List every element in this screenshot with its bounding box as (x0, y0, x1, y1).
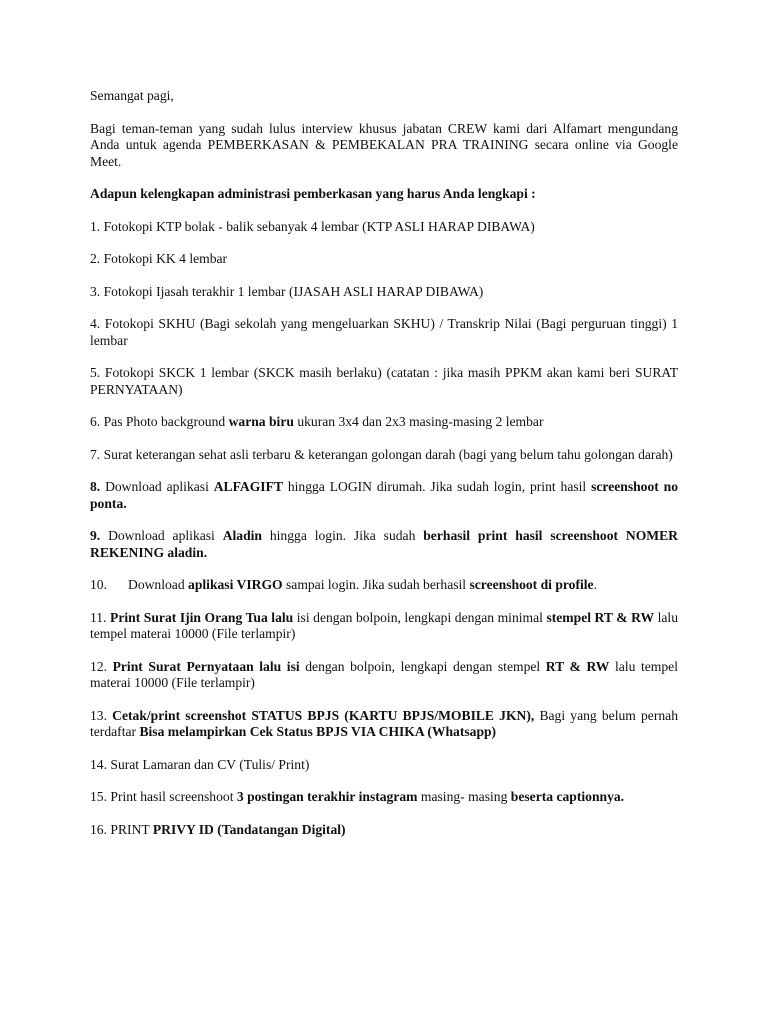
list-item-text: 10. (90, 577, 107, 592)
list-item-text: 3 postingan terakhir instagram (236, 789, 418, 804)
list-item (90, 365, 678, 398)
list-item (90, 316, 678, 349)
list-item-text: 1. Fotokopi KTP bolak - balik sebanyak 4 lembar (KTP ASLI HARAP DIBAWA) (90, 218, 535, 234)
list-item-text: hingga LOGIN dirumah. Jika sudah login, print hasil (282, 479, 592, 494)
list-item (90, 414, 678, 431)
list-item-text: Bisa melampirkan Cek Status BPJS VIA CHIKA (Whatsapp) (139, 724, 497, 739)
list-item (90, 789, 678, 806)
list-item-text: 8. (90, 479, 101, 494)
list-item (90, 577, 678, 594)
list-item-text: PRIVY ID (Tandatangan Digital) (152, 821, 346, 837)
list-item-text: 6. Pas Photo background (90, 414, 229, 429)
list-item-text: masing- masing (417, 789, 511, 804)
list-item-text: 2. Fotokopi KK 4 lembar (90, 251, 228, 266)
greeting: Semangat pagi, (90, 88, 174, 103)
list-item-text: Download (128, 577, 189, 592)
intro-paragraph: Bagi teman-teman yang sudah lulus interview khusus jabatan CREW kami dari Alfamart mengundang Anda untuk agenda PEMBERKASAN & PEMBEKALAN PRA TRAINING secara online via Google Meet. (90, 120, 678, 169)
list-item-text: 14. Surat Lamaran dan CV (Tulis/ Print) (90, 756, 310, 772)
list-item-text: beserta captionnya. (510, 789, 625, 804)
list-item-text: 16. PRINT (90, 821, 153, 837)
list-item-text: hingga login. Jika sudah (262, 528, 424, 543)
list-item (90, 610, 678, 643)
list-item-text: sampai login. Jika sudah berhasil (282, 577, 470, 592)
list-item-text: Cetak/print screenshot STATUS BPJS (KARTU BPJS/MOBILE JKN), (112, 707, 535, 723)
list-item-text: . (593, 577, 597, 592)
list-item-text: Print Surat Pernyataan lalu isi (112, 658, 300, 674)
list-item (90, 757, 678, 774)
requirements-heading: Adapun kelengkapan administrasi pemberkasan yang harus Anda lengkapi : (90, 186, 536, 201)
list-item-text: 9. (90, 528, 101, 543)
list-item-text: lalu tempel materai 10000 (File terlampir) (90, 609, 678, 641)
list-item-text: 15. Print hasil screenshoot (90, 789, 237, 804)
list-item (90, 708, 678, 741)
list-item-text: 7. Surat keterangan sehat asli terbaru & keterangan golongan darah (bagi yang belum tahu golongan darah) (90, 446, 673, 462)
list-item-text: 3. Fotokopi Ijasah terakhir 1 lembar (IJASAH ASLI HARAP DIBAWA) (90, 283, 484, 299)
list-item-text: aplikasi VIRGO (188, 577, 283, 592)
list-item-text: RT & RW (545, 658, 610, 674)
list-item (90, 251, 678, 268)
list-item-text: 13. (90, 707, 113, 723)
list-item-text: lalu tempel materai 10000 (File terlampir) (90, 658, 678, 690)
requirements-list (90, 219, 678, 839)
list-item (90, 479, 678, 512)
list-item-text: ukuran 3x4 dan 2x3 masing-masing 2 lembar (293, 414, 544, 429)
list-item-text: Bagi yang belum pernah terdaftar (90, 707, 678, 739)
list-item (90, 528, 678, 561)
list-item (90, 659, 678, 692)
list-item-text: 4. Fotokopi SKHU (Bagi sekolah yang mengeluarkan SKHU) / Transkrip Nilai (Bagi perguruan tinggi) 1 lembar (90, 316, 678, 348)
list-item-text: Download aplikasi (100, 528, 223, 543)
list-item-text: isi dengan bolpoin, lengkapi dengan minimal (293, 609, 547, 625)
list-item-text: Download aplikasi (100, 479, 214, 494)
list-item (90, 822, 678, 839)
list-item-text: Aladin (222, 528, 262, 543)
document-page (90, 88, 678, 854)
list-item-text: stempel RT & RW (546, 609, 655, 625)
list-item-text: screenshoot di profile (469, 577, 594, 592)
list-item-text: 5. Fotokopi SKCK 1 lembar (SKCK masih berlaku) (catatan : jika masih PPKM akan kami beri SURAT PERNYATAAN) (90, 365, 678, 397)
list-item-text: 12. (90, 658, 113, 674)
list-item-text: dengan bolpoin, lengkapi dengan stempel (299, 658, 546, 674)
list-item-text: ALFAGIFT (213, 479, 283, 494)
list-item-text: Print Surat Ijin Orang Tua lalu (110, 609, 294, 625)
list-item-text: 11. (90, 609, 111, 625)
list-item (90, 284, 678, 301)
list-item-text: screenshoot no ponta. (90, 479, 679, 511)
list-item-text: berhasil print hasil screenshoot NOMER REKENING aladin. (90, 528, 678, 560)
list-item-text: warna biru (228, 414, 294, 429)
list-item (90, 447, 678, 464)
list-item (90, 219, 678, 236)
